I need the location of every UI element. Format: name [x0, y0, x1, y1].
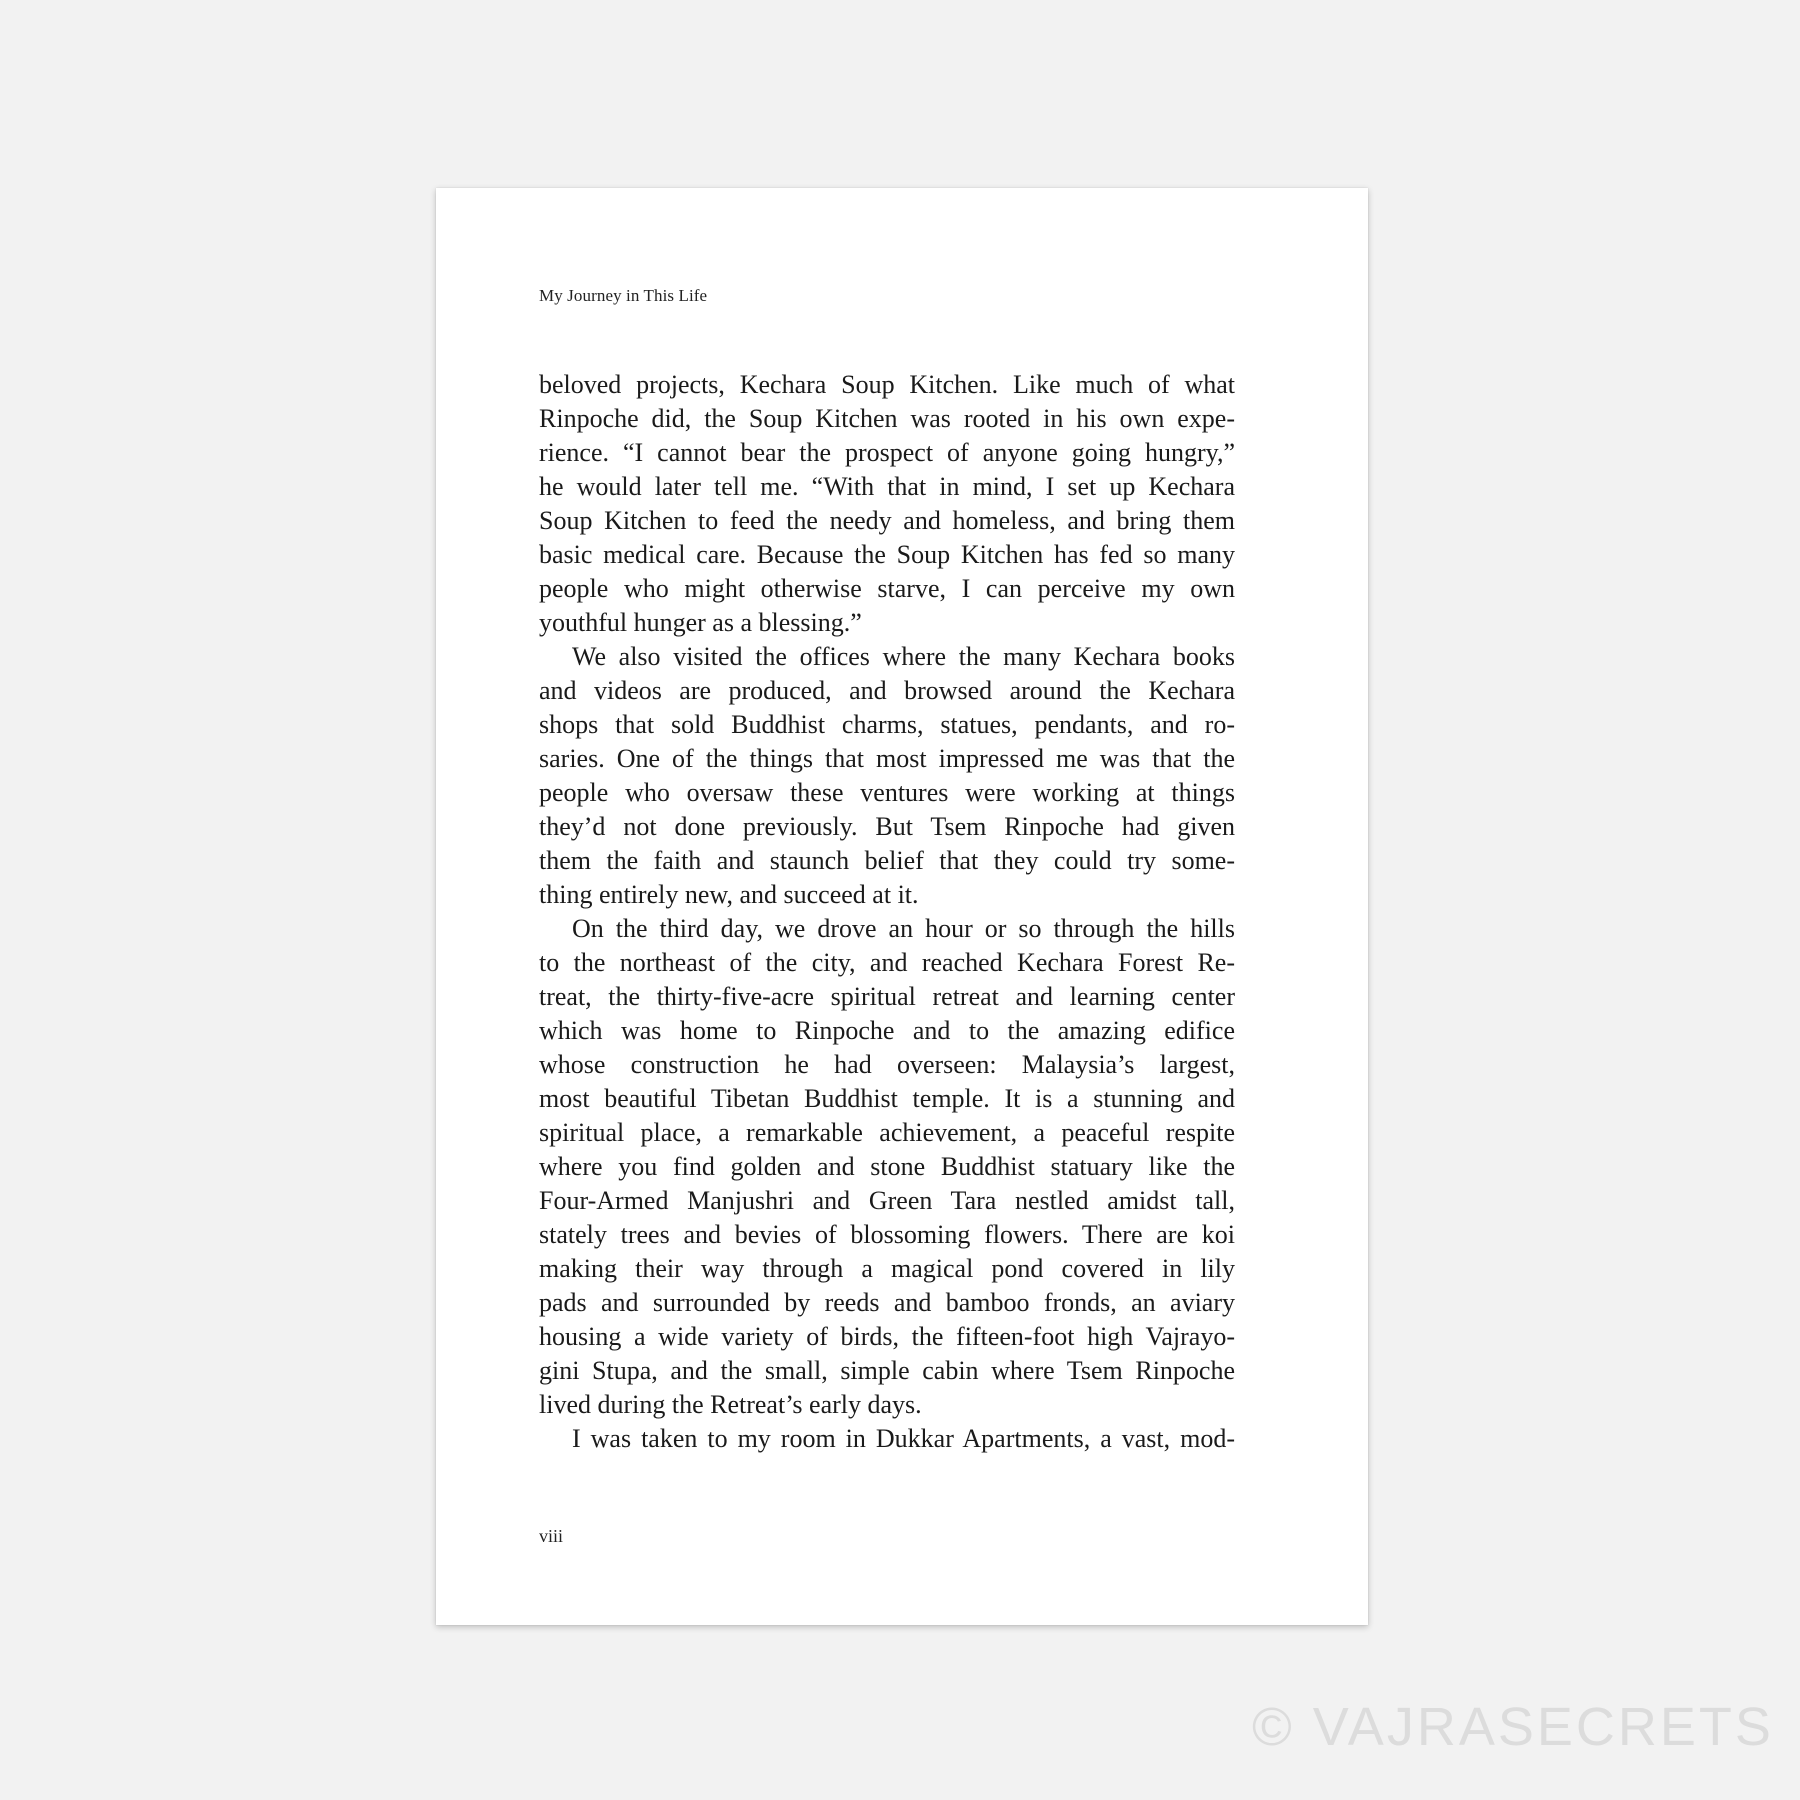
text-line: housing a wide variety of birds, the fifteen-foot high Vajrayo-	[539, 1322, 1235, 1351]
page-number: viii	[539, 1526, 564, 1546]
text-line: beloved projects, Kechara Soup Kitchen. Like much of what	[539, 370, 1235, 399]
text-line: people who might otherwise starve, I can perceive my own	[539, 574, 1235, 603]
text-line: basic medical care. Because the Soup Kitchen has fed so many	[539, 540, 1235, 569]
text-line: saries. One of the things that most impressed me was that the	[539, 744, 1235, 773]
text-line: lived during the Retreat’s early days.	[539, 1390, 922, 1419]
running-head: My Journey in This Life	[539, 286, 708, 305]
text-line: gini Stupa, and the small, simple cabin where Tsem Rinpoche	[539, 1356, 1235, 1385]
text-line: stately trees and bevies of blossoming flowers. There are koi	[539, 1220, 1235, 1249]
text-line: Soup Kitchen to feed the needy and homeless, and bring them	[539, 506, 1235, 535]
text-line: On the third day, we drove an hour or so through the hills	[572, 914, 1235, 943]
text-line: and videos are produced, and browsed around the Kechara	[539, 676, 1235, 705]
text-line: thing entirely new, and succeed at it.	[539, 880, 919, 909]
text-line: Four-Armed Manjushri and Green Tara nestled amidst tall,	[539, 1186, 1235, 1215]
text-line: rience. “I cannot bear the prospect of anyone going hungry,”	[539, 438, 1235, 467]
text-line: making their way through a magical pond covered in lily	[539, 1254, 1235, 1283]
text-line: where you find golden and stone Buddhist statuary like the	[539, 1152, 1235, 1181]
text-line: them the faith and staunch belief that they could try some-	[539, 846, 1235, 875]
body-text	[539, 368, 1235, 1456]
text-line: youthful hunger as a blessing.”	[539, 608, 862, 637]
text-line: he would later tell me. “With that in mind, I set up Kechara	[539, 472, 1235, 501]
text-line: pads and surrounded by reeds and bamboo fronds, an aviary	[539, 1288, 1235, 1317]
text-line: I was taken to my room in Dukkar Apartments, a vast, mod-	[572, 1424, 1235, 1453]
text-line: people who oversaw these ventures were working at things	[539, 778, 1235, 807]
text-line: shops that sold Buddhist charms, statues, pendants, and ro-	[539, 710, 1235, 739]
text-line: which was home to Rinpoche and to the amazing edifice	[539, 1016, 1235, 1045]
text-line: Rinpoche did, the Soup Kitchen was rooted in his own expe-	[539, 404, 1235, 433]
text-line: spiritual place, a remarkable achievement, a peaceful respite	[539, 1118, 1235, 1147]
text-line: treat, the thirty-five-acre spiritual retreat and learning center	[539, 982, 1235, 1011]
text-line: We also visited the offices where the many Kechara books	[572, 642, 1235, 671]
text-line: most beautiful Tibetan Buddhist temple. It is a stunning and	[539, 1084, 1235, 1113]
text-line: they’d not done previously. But Tsem Rinpoche had given	[539, 812, 1235, 841]
book-page	[436, 188, 1368, 1625]
text-line: whose construction he had overseen: Malaysia’s largest,	[539, 1050, 1235, 1079]
text-line: to the northeast of the city, and reached Kechara Forest Re-	[539, 948, 1235, 977]
watermark: © VAJRASECRETS	[1252, 1697, 1774, 1757]
